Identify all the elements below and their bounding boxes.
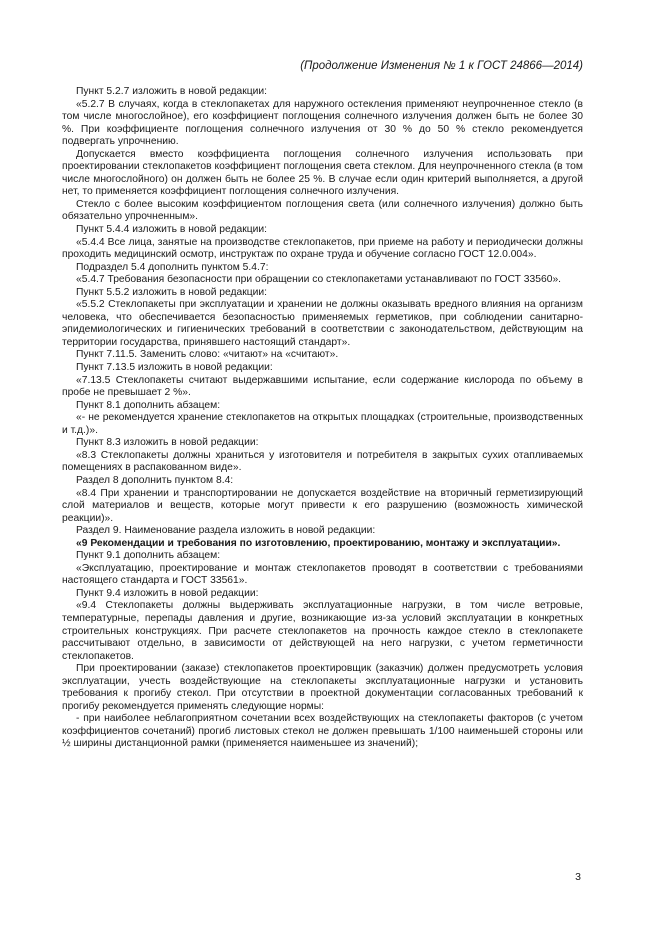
paragraph: Пункт 9.1 дополнить абзацем: [76, 550, 221, 562]
paragraph: «7.13.5 Стеклопакеты считают выдержавшими испытание, если содержание кислорода по объему в пробе не превышает 2 %». [62, 374, 583, 399]
paragraph: «5.2.7 В случаях, когда в стеклопакетах для наружного остекления применяют неупрочненное стекло (в том числе многослойное), его коэффициент поглощения солнечного излучения должен быть не более 30 %. При коэффициенте поглощения солнечного излучения от 30 % до 50 % стекло рекомендуется подвергать упрочнению. [62, 98, 583, 148]
paragraph: Раздел 8 дополнить пунктом 8.4: [76, 474, 234, 486]
paragraph: Пункт 8.1 дополнить абзацем: [76, 399, 221, 411]
paragraph: - при наиболее неблагоприятном сочетании всех воздействующих на стеклопакеты факторов (с учетом коэффициентов сочетаний) прогиб листовых стекол не должен превышать 1/100 наименьшей стороны или ½ ширины дистанционной рамки (применяется наименьшее из значений); [62, 713, 583, 750]
paragraph: Пункт 9.4 изложить в новой редакции: [76, 587, 259, 599]
paragraph: Пункт 7.11.5. Заменить слово: «читают» на «считают». [76, 349, 339, 361]
paragraph: «Эксплуатацию, проектирование и монтаж стеклопакетов проводят в соответствии с требованиями настоящего стандарта и ГОСТ 33561». [62, 562, 583, 587]
paragraph: Подраздел 5.4 дополнить пунктом 5.4.7: [76, 261, 269, 273]
paragraph: При проектировании (заказе) стеклопакетов проектировщик (заказчик) должен предусмотреть условия эксплуатации, учесть воздействующие на стеклопакеты эксплуатационные нагрузки и установить требования к прогибу стекол. При отсутствии в проектной документации согласованных требований к прогибу рекомендуется применять следующие нормы: [62, 663, 583, 712]
paragraph: Допускается вместо коэффициента поглощения солнечного излучения использовать при проектировании стеклопакетов коэффициент поглощения света стеклом. Для неупрочненного стекла (в том числе многослойного) он должен быть не более 25 %. В случае если один критерий выполняется, а другой нет, то применяется коэффициент поглощения солнечного излучения. [62, 148, 583, 198]
page-number: 3 [575, 871, 581, 883]
paragraph: «8.3 Стеклопакеты должны храниться у изготовителя и потребителя в закрытых сухих отапливаемых помещениях в распакованном виде». [62, 449, 583, 474]
paragraph: «- не рекомендуется хранение стеклопакетов на открытых площадках (строительные, производственных и т.д.)». [62, 412, 583, 436]
paragraph: «9.4 Стеклопакеты должны выдерживать эксплуатационные нагрузки, в том числе ветровые, температурные, перепады давления и другие, возникающие из-за условий эксплуатации в конкретных строительных конструкциях. При расчете стеклопакетов на прочность каждое стекло в стеклопакете рассчитывают отдельно, в зависимости от действующей на него нагрузки, с учетом герметичности стеклопакетов. [62, 600, 583, 662]
paragraph: Пункт 5.2.7 изложить в новой редакции: [76, 86, 268, 97]
paragraph: «8.4 При хранении и транспортировании не допускается воздействие на вторичный герметизирующий слой материалов и веществ, которые могут привести к его разрушению (возможность химической реакции)». [62, 487, 583, 524]
paragraph: Пункт 5.4.4 изложить в новой редакции: [76, 224, 268, 236]
paragraph: «5.4.4 Все лица, занятые на производстве стеклопакетов, при приеме на работу и периодически должны проходить медицинский осмотр, инструктаж по охране труда и обучение согласно ГОСТ 12.0.004». [62, 236, 583, 261]
paragraph: «9 Рекомендации и требования по изготовлению, проектированию, монтажу и эксплуатации». [76, 537, 561, 549]
page-header: (Продолжение Изменения № 1 к ГОСТ 24866—2014) [300, 60, 583, 72]
paragraph: Раздел 9. Наименование раздела изложить в новой редакции: [76, 525, 376, 537]
document-body [62, 86, 583, 751]
paragraph: Пункт 8.3 изложить в новой редакции: [76, 437, 259, 449]
paragraph: «5.5.2 Стеклопакеты при эксплуатации и хранении не должны оказывать вредного влияния на организм человека, что обеспечивается безопасностью применяемых герметиков, при соблюдении санитарно-эпидемиологических и гигиенических требований в соответствии с законодательством, действующим на территории государства, принявшего настоящий стандарт». [62, 299, 583, 348]
paragraph: Пункт 7.13.5 изложить в новой редакции: [76, 362, 273, 374]
paragraph: «5.4.7 Требования безопасности при обращении со стеклопакетами устанавливают по ГОСТ 33560». [76, 274, 562, 286]
paragraph: Пункт 5.5.2 изложить в новой редакции: [76, 286, 268, 298]
paragraph: Стекло с более высоким коэффициентом поглощения света (или солнечного излучения) должно быть обязательно упрочненным». [62, 198, 583, 223]
